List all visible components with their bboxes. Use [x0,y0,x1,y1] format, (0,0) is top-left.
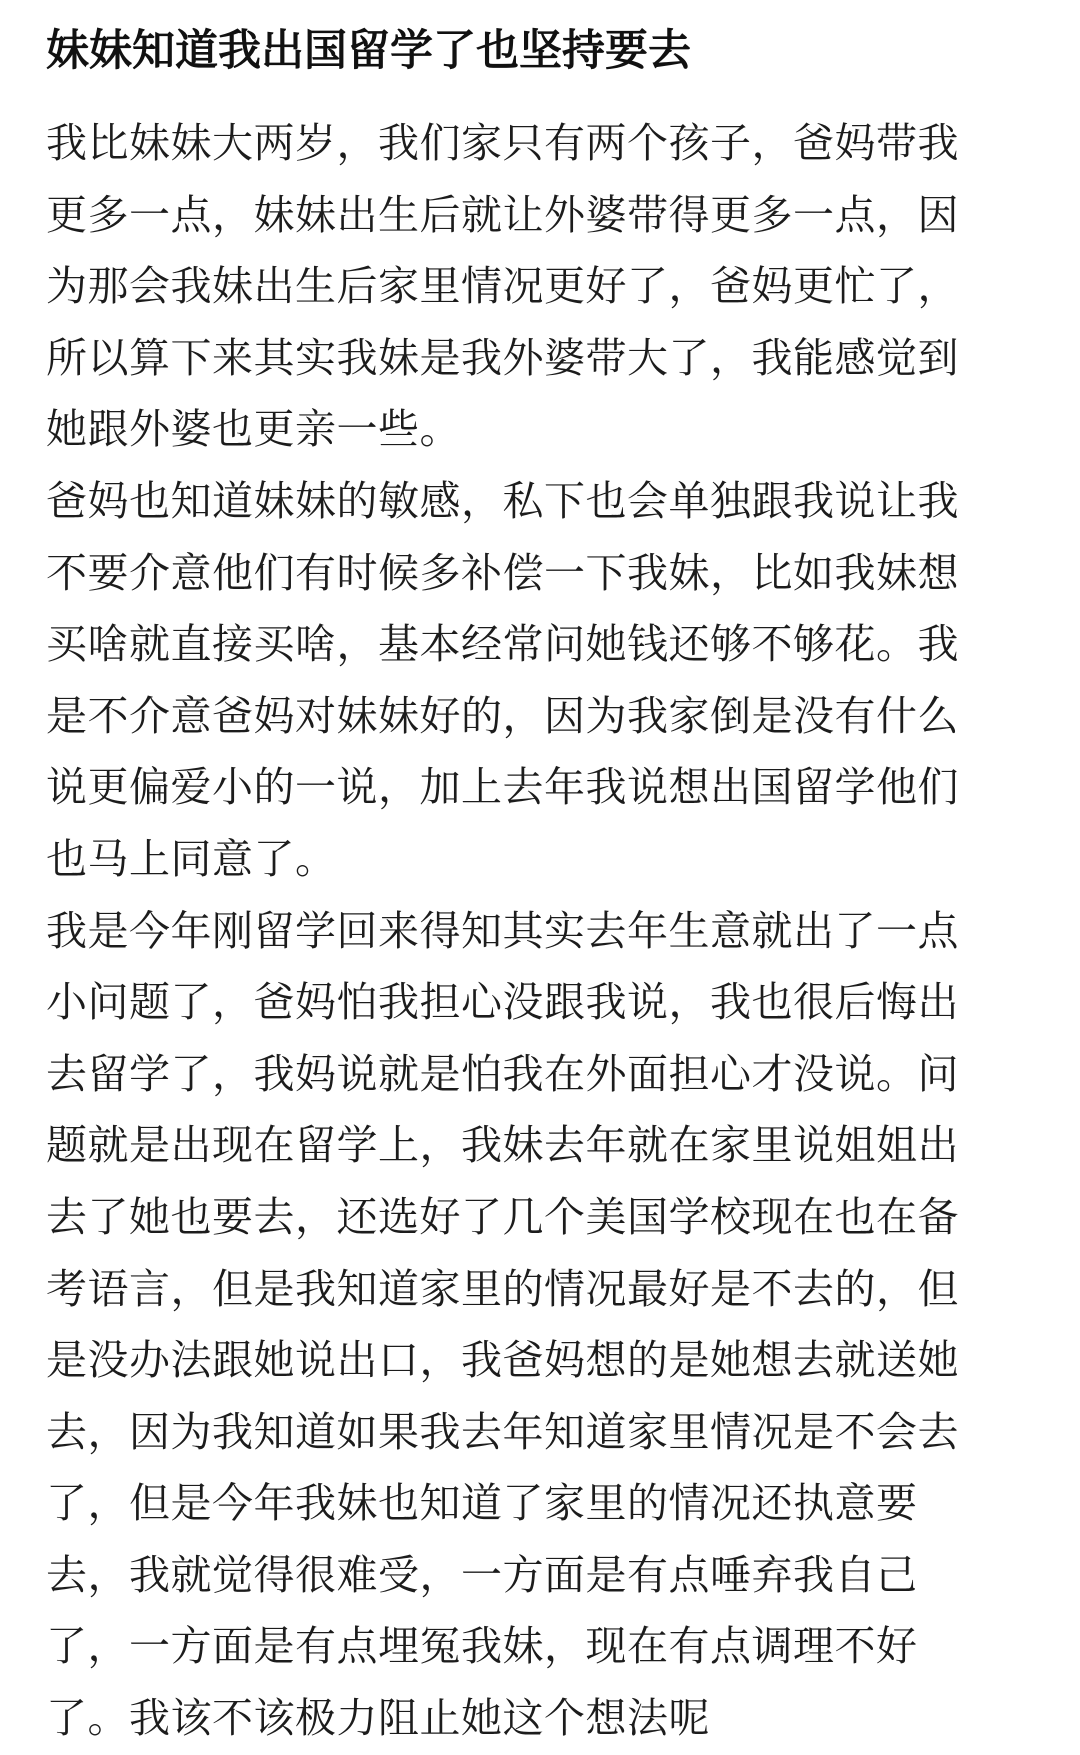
text-line: 爸妈也知道妹妹的敏感，私下也会单独跟我说让我 [46,476,959,525]
text-line: 去了她也要去，还选好了几个美国学校现在也在备 [46,1192,959,1241]
text-line: 去，我就觉得很难受，一方面是有点唾弃我自己 [46,1550,918,1599]
text-line: 了，一方面是有点埋冤我妹，现在有点调理不好 [46,1622,918,1671]
text-line: 不要介意他们有时候多补偿一下我妹，比如我妹想 [46,548,959,597]
text-line: 去留学了，我妈说就是怕我在外面担心才没说。问 [46,1049,959,1098]
text-line: 我比妹妹大两岁，我们家只有两个孩子，爸妈带我 [46,119,959,167]
text-line: 小问题了，爸妈怕我担心没跟我说，我也很后悔出 [46,978,959,1027]
text-line: 是没办法跟她说出口，我爸妈想的是她想去就送她 [46,1336,959,1385]
paragraph-3 [46,896,1036,1755]
text-line: 考语言，但是我知道家里的情况最好是不去的，但 [46,1264,959,1313]
text-line: 也马上同意了。 [46,834,337,883]
text-line: 更多一点，妹妹出生后就让外婆带得更多一点，因 [46,190,959,239]
post-body [46,108,1036,1755]
text-line: 所以算下来其实我妹是我外婆带大了，我能感觉到 [46,333,959,382]
text-line: 她跟外婆也更亲一些。 [46,405,461,454]
text-line: 了。我该不该极力阻止她这个想法呢 [46,1694,710,1743]
text-line: 买啥就直接买啥，基本经常问她钱还够不够花。我 [46,620,959,669]
text-line: 了，但是今年我妹也知道了家里的情况还执意要 [46,1479,918,1528]
text-line: 我是今年刚留学回来得知其实去年生意就出了一点 [46,906,959,955]
text-line: 说更偏爱小的一说，加上去年我说想出国留学他们 [46,763,959,812]
text-line: 题就是出现在留学上，我妹去年就在家里说姐姐出 [46,1121,959,1170]
text-line: 去，因为我知道如果我去年知道家里情况是不会去 [46,1407,959,1456]
text-line: 是不介意爸妈对妹妹好的，因为我家倒是没有什么 [46,691,959,740]
text-line: 为那会我妹出生后家里情况更好了，爸妈更忙了， [46,262,959,311]
paragraph-2 [46,466,1036,896]
paragraph-1 [46,108,1036,466]
post-title: 妹妹知道我出国留学了也坚持要去 [46,26,691,76]
